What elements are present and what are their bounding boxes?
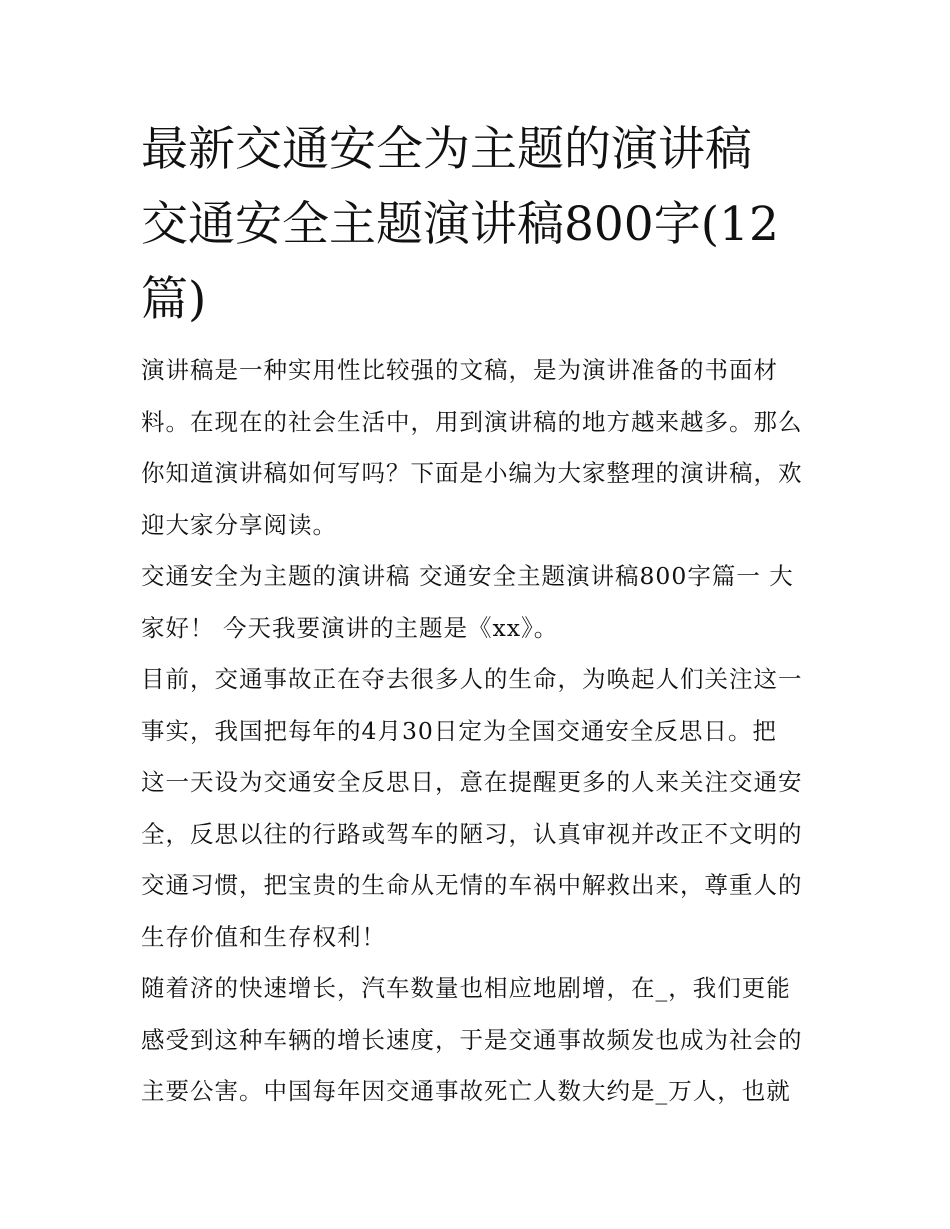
document-title <box>141 112 813 337</box>
title-line-3: 篇) <box>141 272 207 327</box>
text-line: 事实，我国把每年的4月30日定为全国交通安全反思日。把 <box>141 716 777 745</box>
text-line: 随着济的快速增长，汽车数量也相应地剧增，在_，我们更能 <box>141 974 791 1002</box>
text-line: 料。在现在的社会生活中，用到演讲稿的地方越来越多。那么 <box>141 407 803 436</box>
text-line: 生存价值和生存权利！ <box>141 922 386 951</box>
text-line: 交通习惯，把宝贵的生命从无情的车祸中解救出来，尊重人的 <box>141 871 803 899</box>
paragraph-reflection-day <box>141 654 813 963</box>
document-body <box>141 345 813 1118</box>
paragraph-intro <box>141 345 813 551</box>
text-line: 迎大家分享阅读。 <box>141 510 337 539</box>
text-line: 家好！ 今天我要演讲的主题是《xx》。 <box>141 613 559 642</box>
paragraph-opening <box>141 551 813 654</box>
title-line-1: 最新交通安全为主题的演讲稿 <box>141 122 752 177</box>
text-line: 感受到这种车辆的增长速度，于是交通事故频发也成为社会的 <box>141 1025 803 1054</box>
text-line: 这一天设为交通安全反思日，意在提醒更多的人来关注交通安 <box>141 768 803 796</box>
text-line: 你知道演讲稿如何写吗？下面是小编为大家整理的演讲稿，欢 <box>141 459 803 487</box>
title-line-2: 交通安全主题演讲稿800字(12 <box>141 197 779 252</box>
text-line: 演讲稿是一种实用性比较强的文稿，是为演讲准备的书面材 <box>141 356 778 384</box>
text-line: 目前，交通事故正在夺去很多人的生命，为唤起人们关注这一 <box>141 665 803 693</box>
text-line: 交通安全为主题的演讲稿 交通安全主题演讲稿800字篇一 大 <box>141 562 794 590</box>
document-content <box>141 112 813 1118</box>
text-line: 全，反思以往的行路或驾车的陋习，认真审视并改正不文明的 <box>141 819 803 848</box>
paragraph-vehicle-growth <box>141 963 813 1118</box>
text-line: 主要公害。中国每年因交通事故死亡人数大约是_万人，也就 <box>141 1077 791 1105</box>
